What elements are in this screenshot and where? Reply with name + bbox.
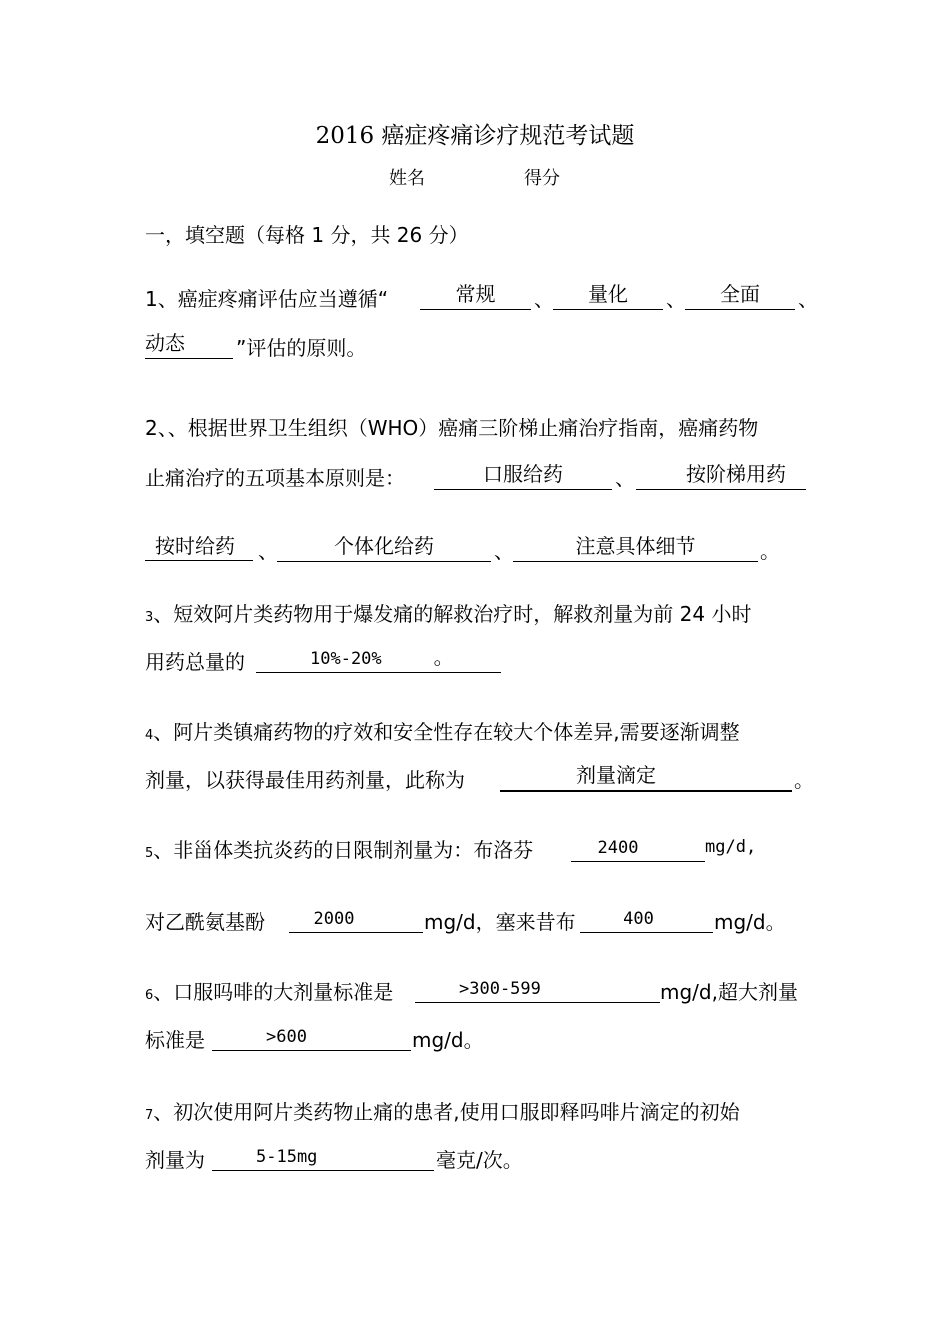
q2-answer-2[interactable]: 按阶梯用药: [636, 460, 806, 490]
q3-line-2-prefix: 用药总量的: [145, 650, 245, 674]
q2-end: 。: [760, 539, 780, 563]
q5-answer-1[interactable]: 2400: [571, 832, 705, 862]
q7-answer-1[interactable]: 5-15mg: [212, 1141, 434, 1171]
q2-sep-4: 、: [494, 539, 514, 563]
q6-number: 6: [145, 988, 154, 1003]
q5-line-2-prefix: 对乙酰氨基酚: [145, 910, 265, 934]
q4-answer-1[interactable]: 剂量滴定: [500, 761, 792, 792]
q2-answer-1[interactable]: 口服给药: [434, 460, 612, 490]
q5-answer-2[interactable]: 2000: [289, 903, 423, 933]
q2-answer-5[interactable]: 注意具体细节: [513, 532, 758, 562]
q4-number: 4: [145, 728, 154, 743]
q7-line-2-prefix: 剂量为: [145, 1148, 205, 1172]
q3-answer-1[interactable]: 10%-20% 。: [256, 643, 501, 673]
q6-line-2-prefix: 标准是: [145, 1028, 205, 1052]
q2-sep-1: 、: [615, 466, 635, 490]
q2-line-1: 2、、根据世界卫生组织（WHO）癌痛三阶梯止痛治疗指南，癌痛药物: [145, 416, 759, 440]
q4-line-1: 4、阿片类镇痛药物的疗效和安全性存在较大个体差异,需要逐渐调整: [145, 720, 740, 744]
q5-line-1-prefix: 5、非甾体类抗炎药的日限制剂量为：布洛芬: [145, 838, 534, 862]
q4-end: 。: [794, 768, 814, 792]
page-title: 2016 癌症疼痛诊疗规范考试题: [315, 123, 635, 149]
q1-answer-3[interactable]: 全面: [685, 280, 795, 310]
q1-answer-2[interactable]: 量化: [553, 280, 663, 310]
q6-answer-1[interactable]: >300-599: [415, 973, 660, 1003]
q5-unit-2: mg/d，塞来昔布: [424, 910, 576, 934]
q2-sep-3: 、: [258, 539, 278, 563]
q5-number: 5: [145, 846, 154, 861]
q5-unit-3: mg/d。: [714, 910, 786, 934]
q6-line-1-prefix: 6、口服吗啡的大剂量标准是: [145, 980, 394, 1004]
q2-answer-3[interactable]: 按时给药: [145, 532, 253, 561]
q7-unit-1: 毫克/次。: [436, 1148, 523, 1172]
q1-sep-1: 、: [534, 287, 554, 311]
q1-suffix: ”评估的原则。: [236, 336, 367, 360]
q1-prefix: 1、癌症疼痛评估应当遵循“: [145, 287, 389, 311]
q6-unit-1: mg/d,超大剂量: [660, 980, 798, 1004]
name-label: 姓名: [389, 168, 425, 189]
q7-number: 7: [145, 1108, 154, 1123]
q6-unit-2: mg/d。: [412, 1028, 484, 1052]
q3-number: 3: [145, 610, 154, 625]
score-label: 得分: [524, 168, 560, 189]
q5-unit-1: mg/d,: [705, 837, 757, 857]
q1-answer-1[interactable]: 常规: [420, 280, 531, 310]
q1-sep-2: 、: [666, 287, 686, 311]
q1-sep-3: 、: [798, 287, 818, 311]
q7-line-1: 7、初次使用阿片类药物止痛的患者,使用口服即释吗啡片滴定的初始: [145, 1100, 740, 1124]
q5-answer-3[interactable]: 400: [580, 903, 713, 933]
q4-line-2-prefix: 剂量，以获得最佳用药剂量，此称为: [145, 768, 465, 792]
q1-answer-4[interactable]: 动态: [145, 329, 233, 359]
q6-answer-2[interactable]: >600: [212, 1021, 411, 1051]
section-heading: 一，填空题（每格 1 分，共 26 分）: [145, 223, 469, 247]
q3-line-1: 3、短效阿片类药物用于爆发痛的解救治疗时，解救剂量为前 24 小时: [145, 602, 752, 626]
q2-answer-4[interactable]: 个体化给药: [277, 532, 491, 562]
q2-line-2-prefix: 止痛治疗的五项基本原则是：: [145, 466, 405, 490]
